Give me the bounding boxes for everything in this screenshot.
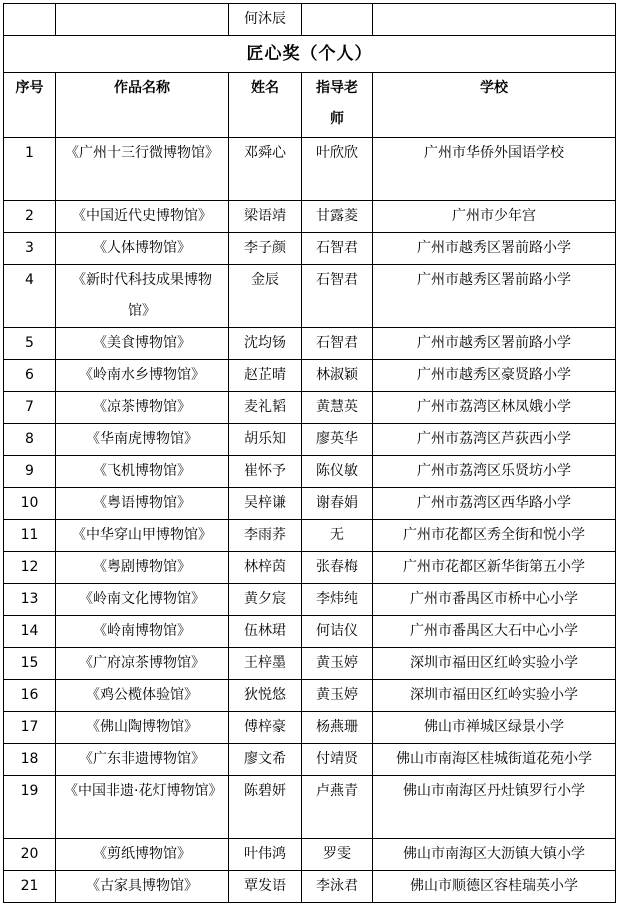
table-row <box>4 328 616 360</box>
index-cell <box>4 4 56 36</box>
school-cell: 广州市番禺区市桥中心小学 <box>373 584 616 616</box>
school-cell: 广州市少年宫 <box>373 201 616 233</box>
index-cell: 18 <box>4 744 56 776</box>
school-cell: 佛山市南海区大沥镇大镇小学 <box>373 839 616 871</box>
name-cell: 狄悦悠 <box>229 680 302 712</box>
table-row <box>4 233 616 265</box>
work-cell: 《岭南博物馆》 <box>56 616 229 648</box>
school-cell: 广州市荔湾区芦荻西小学 <box>373 424 616 456</box>
school-cell: 广州市荔湾区林凤娥小学 <box>373 392 616 424</box>
work-cell <box>56 4 229 36</box>
header-name: 姓名 <box>229 73 302 138</box>
name-cell: 叶伟鸿 <box>229 839 302 871</box>
teacher-cell: 石智君 <box>302 233 373 265</box>
teacher-cell: 付靖贤 <box>302 744 373 776</box>
work-cell: 《佛山陶博物馆》 <box>56 712 229 744</box>
name-cell: 崔怀予 <box>229 456 302 488</box>
name-cell: 梁语靖 <box>229 201 302 233</box>
index-cell: 14 <box>4 616 56 648</box>
index-cell: 19 <box>4 776 56 839</box>
work-cell: 《粤语博物馆》 <box>56 488 229 520</box>
work-cell: 《岭南文化博物馆》 <box>56 584 229 616</box>
name-cell: 何沐辰 <box>229 4 302 36</box>
index-cell: 3 <box>4 233 56 265</box>
name-cell: 沈均钖 <box>229 328 302 360</box>
section-title-row <box>4 36 616 73</box>
table-row <box>4 871 616 903</box>
index-cell: 11 <box>4 520 56 552</box>
index-cell: 7 <box>4 392 56 424</box>
header-index: 序号 <box>4 73 56 138</box>
table-row <box>4 201 616 233</box>
work-cell: 《古家具博物馆》 <box>56 871 229 903</box>
teacher-cell: 黄玉婷 <box>302 648 373 680</box>
section-title: 匠心奖（个人） <box>4 36 616 73</box>
index-cell: 13 <box>4 584 56 616</box>
school-cell: 佛山市南海区桂城街道花苑小学 <box>373 744 616 776</box>
name-cell: 吴梓谦 <box>229 488 302 520</box>
table-row <box>4 616 616 648</box>
index-cell: 5 <box>4 328 56 360</box>
index-cell: 20 <box>4 839 56 871</box>
name-cell: 黄夕宸 <box>229 584 302 616</box>
school-cell: 佛山市禅城区绿景小学 <box>373 712 616 744</box>
school-cell: 深圳市福田区红岭实验小学 <box>373 680 616 712</box>
table-row <box>4 648 616 680</box>
index-cell: 21 <box>4 871 56 903</box>
work-cell: 《华南虎博物馆》 <box>56 424 229 456</box>
teacher-cell: 石智君 <box>302 265 373 328</box>
school-cell: 广州市华侨外国语学校 <box>373 138 616 201</box>
work-cell: 《广东非遗博物馆》 <box>56 744 229 776</box>
index-cell: 9 <box>4 456 56 488</box>
teacher-cell: 廖英华 <box>302 424 373 456</box>
header-work: 作品名称 <box>56 73 229 138</box>
table-row <box>4 138 616 201</box>
name-cell: 李子颜 <box>229 233 302 265</box>
index-cell: 17 <box>4 712 56 744</box>
teacher-cell: 甘露菱 <box>302 201 373 233</box>
table-row <box>4 839 616 871</box>
work-cell: 《岭南水乡博物馆》 <box>56 360 229 392</box>
work-cell: 《粤剧博物馆》 <box>56 552 229 584</box>
index-cell: 10 <box>4 488 56 520</box>
table-row <box>4 584 616 616</box>
table-row <box>4 488 616 520</box>
previous-section-row <box>4 4 616 36</box>
teacher-cell: 杨燕珊 <box>302 712 373 744</box>
work-cell: 《剪纸博物馆》 <box>56 839 229 871</box>
index-cell: 2 <box>4 201 56 233</box>
header-school: 学校 <box>373 73 616 138</box>
table-row <box>4 776 616 839</box>
table-row <box>4 680 616 712</box>
work-cell: 《美食博物馆》 <box>56 328 229 360</box>
teacher-cell: 罗雯 <box>302 839 373 871</box>
name-cell: 林梓茵 <box>229 552 302 584</box>
header-row <box>4 73 616 138</box>
school-cell <box>373 4 616 36</box>
table-row <box>4 424 616 456</box>
teacher-cell: 石智君 <box>302 328 373 360</box>
teacher-cell: 黄慧英 <box>302 392 373 424</box>
name-cell: 陈碧妍 <box>229 776 302 839</box>
school-cell: 广州市番禺区大石中心小学 <box>373 616 616 648</box>
table-row <box>4 265 616 328</box>
name-cell: 覃发语 <box>229 871 302 903</box>
teacher-cell: 黄玉婷 <box>302 680 373 712</box>
work-cell: 《中华穿山甲博物馆》 <box>56 520 229 552</box>
name-cell: 傅梓豪 <box>229 712 302 744</box>
school-cell: 广州市荔湾区乐贤坊小学 <box>373 456 616 488</box>
work-cell: 《中国近代史博物馆》 <box>56 201 229 233</box>
school-cell: 广州市越秀区署前路小学 <box>373 265 616 328</box>
work-cell: 《新时代科技成果博物馆》 <box>56 265 229 328</box>
name-cell: 邓舜心 <box>229 138 302 201</box>
name-cell: 王梓墨 <box>229 648 302 680</box>
school-cell: 广州市越秀区署前路小学 <box>373 328 616 360</box>
teacher-cell: 谢春娟 <box>302 488 373 520</box>
name-cell: 赵芷晴 <box>229 360 302 392</box>
work-cell: 《人体博物馆》 <box>56 233 229 265</box>
header-teacher: 指导老师 <box>302 73 373 138</box>
index-cell: 1 <box>4 138 56 201</box>
name-cell: 李雨荞 <box>229 520 302 552</box>
table-row <box>4 360 616 392</box>
teacher-cell: 何诘仪 <box>302 616 373 648</box>
school-cell: 佛山市顺德区容桂瑞英小学 <box>373 871 616 903</box>
table-row <box>4 744 616 776</box>
school-cell: 广州市越秀区豪贤路小学 <box>373 360 616 392</box>
index-cell: 8 <box>4 424 56 456</box>
work-cell: 《广府凉茶博物馆》 <box>56 648 229 680</box>
table-row <box>4 520 616 552</box>
school-cell: 广州市花都区秀全街和悦小学 <box>373 520 616 552</box>
school-cell: 佛山市南海区丹灶镇罗行小学 <box>373 776 616 839</box>
school-cell: 广州市荔湾区西华路小学 <box>373 488 616 520</box>
work-cell: 《中国非遗·花灯博物馆》 <box>56 776 229 839</box>
work-cell: 《飞机博物馆》 <box>56 456 229 488</box>
name-cell: 胡乐知 <box>229 424 302 456</box>
teacher-cell: 卢燕青 <box>302 776 373 839</box>
teacher-cell <box>302 4 373 36</box>
work-cell: 《鸡公榄体验馆》 <box>56 680 229 712</box>
school-cell: 广州市越秀区署前路小学 <box>373 233 616 265</box>
name-cell: 金辰 <box>229 265 302 328</box>
table-row <box>4 456 616 488</box>
school-cell: 广州市花都区新华街第五小学 <box>373 552 616 584</box>
index-cell: 16 <box>4 680 56 712</box>
index-cell: 4 <box>4 265 56 328</box>
teacher-cell: 无 <box>302 520 373 552</box>
school-cell: 深圳市福田区红岭实验小学 <box>373 648 616 680</box>
index-cell: 6 <box>4 360 56 392</box>
teacher-cell: 李炜纯 <box>302 584 373 616</box>
teacher-cell: 叶欣欣 <box>302 138 373 201</box>
teacher-cell: 张春梅 <box>302 552 373 584</box>
teacher-cell: 陈仪敏 <box>302 456 373 488</box>
name-cell: 廖文希 <box>229 744 302 776</box>
teacher-cell: 李泳君 <box>302 871 373 903</box>
table-row <box>4 712 616 744</box>
index-cell: 12 <box>4 552 56 584</box>
table-row <box>4 552 616 584</box>
name-cell: 麦礼韬 <box>229 392 302 424</box>
name-cell: 伍林珺 <box>229 616 302 648</box>
award-table <box>3 3 616 903</box>
index-cell: 15 <box>4 648 56 680</box>
work-cell: 《广州十三行微博物馆》 <box>56 138 229 201</box>
teacher-cell: 林淑颖 <box>302 360 373 392</box>
table-row <box>4 392 616 424</box>
work-cell: 《凉茶博物馆》 <box>56 392 229 424</box>
